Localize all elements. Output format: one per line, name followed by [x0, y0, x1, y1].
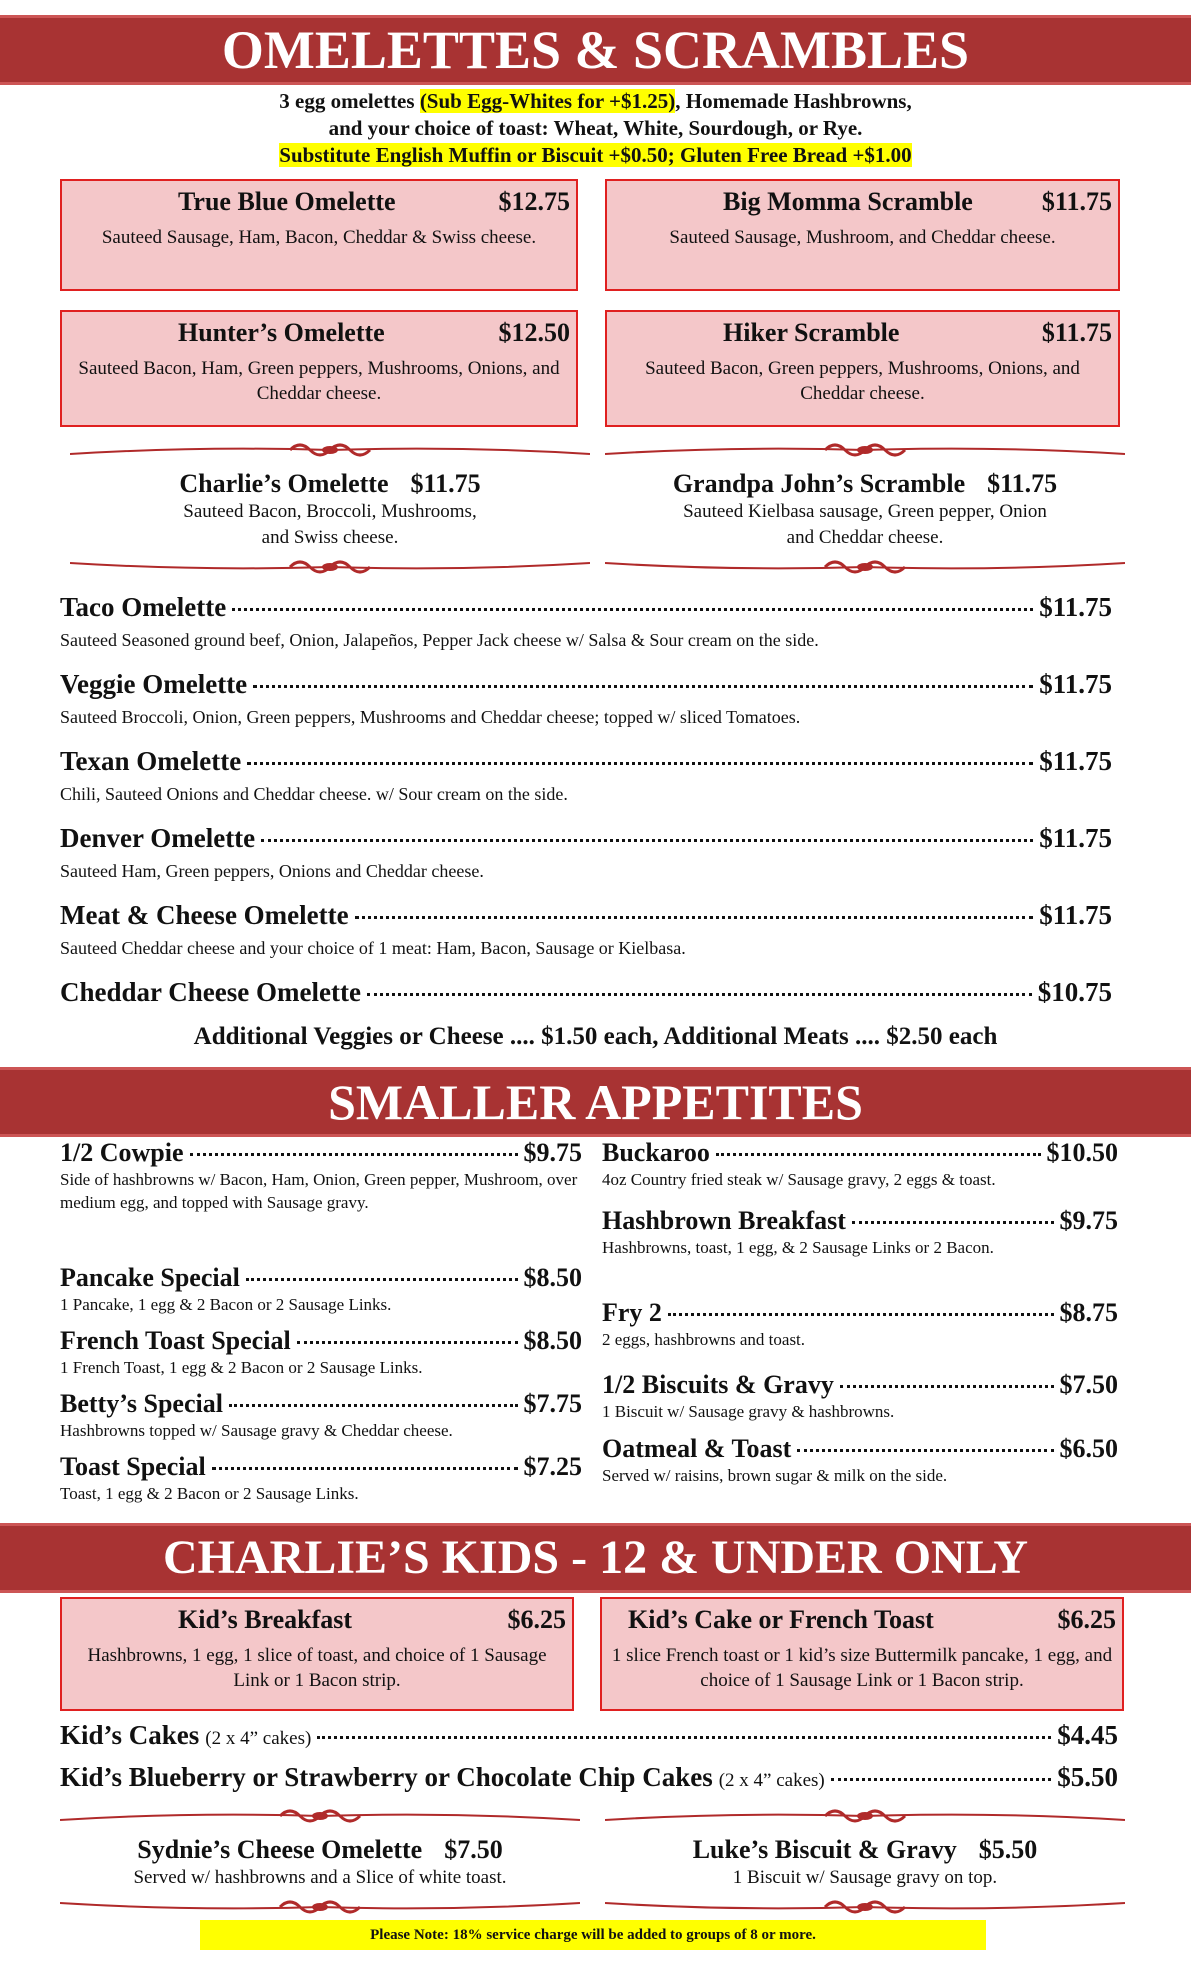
- item-name: Grandpa John’s Scramble: [672, 469, 966, 498]
- menu-item: [60, 1720, 1118, 1751]
- intro-text: , Homemade Hashbrowns,: [675, 89, 912, 113]
- item-price: $10.50: [1046, 1138, 1118, 1167]
- dot-leader: [716, 1153, 1041, 1156]
- dot-leader: [840, 1385, 1054, 1388]
- item-description: Sauteed Cheddar cheese and your choice of 1 meat: Ham, Bacon, Sausage or Kielbasa.: [60, 938, 686, 958]
- item-price: $5.50: [978, 1835, 1038, 1864]
- item-price: $11.75: [1041, 187, 1112, 216]
- smaller-right-column: [602, 1138, 1118, 1490]
- menu-item: [602, 1206, 1118, 1236]
- item-price: $11.75: [1039, 823, 1112, 853]
- item-name: Kid’s Cakes: [60, 1720, 200, 1750]
- item-price: $11.75: [1039, 592, 1112, 622]
- item-description: Hashbrowns, 1 egg, 1 slice of toast, and choice of 1 Sausage Link or 1 Bacon strip.: [87, 1645, 547, 1691]
- menu-item: [60, 1138, 582, 1168]
- intro-text: 3 egg omelettes: [279, 89, 420, 113]
- item-description: Sauteed Seasoned ground beef, Onion, Jalapeños, Pepper Jack cheese w/ Salsa & Sour cream on the side.: [60, 630, 819, 650]
- item-price: $11.75: [1039, 900, 1112, 930]
- item-name: True Blue Omelette: [178, 187, 396, 216]
- item-price: $7.50: [444, 1835, 503, 1864]
- item-name: Hashbrown Breakfast: [602, 1206, 846, 1235]
- ornament-divider: [60, 1806, 580, 1826]
- ornament-divider: [605, 557, 1125, 577]
- item-price: $6.25: [1057, 1605, 1116, 1634]
- item-name: Denver Omelette: [60, 823, 256, 853]
- item-description: Sauteed Sausage, Mushroom, and Cheddar cheese.: [669, 227, 1056, 248]
- item-description: Sauteed Bacon, Broccoli, Mushrooms,: [183, 501, 477, 522]
- ornament-divider: [70, 557, 590, 577]
- item-name: Pancake Special: [60, 1263, 240, 1292]
- menu-item: [60, 823, 1112, 854]
- item-price: $5.50: [1057, 1762, 1118, 1792]
- additional-charges: Additional Veggies or Cheese .... $1.50 each, Additional Meats .... $2.50 each: [193, 1023, 998, 1050]
- item-name: Buckaroo: [602, 1138, 710, 1167]
- item-description: Sauteed Ham, Green peppers, Onions and Cheddar cheese.: [60, 861, 484, 881]
- item-name: Big Momma Scramble: [723, 187, 973, 216]
- item-name: Veggie Omelette: [60, 669, 248, 699]
- dot-leader: [232, 608, 1033, 611]
- menu-item: [60, 977, 1112, 1008]
- dot-leader: [831, 1778, 1052, 1781]
- item-description: 1 Biscuit w/ Sausage gravy & hashbrowns.: [602, 1402, 895, 1421]
- item-note: (2 x 4” cakes): [718, 1770, 825, 1791]
- featured-special: [60, 1806, 580, 1922]
- item-price: $8.50: [523, 1263, 582, 1292]
- section-header-omelettes: OMELETTES & SCRAMBLES: [0, 15, 1191, 85]
- item-description: Served w/ raisins, brown sugar & milk on the side.: [602, 1466, 948, 1485]
- dot-leader: [852, 1221, 1054, 1224]
- kids-list: [60, 1720, 1118, 1804]
- dot-leader: [229, 1404, 518, 1407]
- item-description: Chili, Sauteed Onions and Cheddar cheese. w/ Sour cream on the side.: [60, 784, 568, 804]
- dot-leader: [247, 762, 1033, 765]
- item-name: Sydnie’s Cheese Omelette: [137, 1835, 423, 1864]
- item-description: Side of hashbrowns w/ Bacon, Ham, Onion, Green pepper, Mushroom, over medium egg, and topped with Sausage gravy.: [60, 1170, 578, 1212]
- item-description: 1 Pancake, 1 egg & 2 Bacon or 2 Sausage Links.: [60, 1295, 392, 1314]
- menu-item: [60, 669, 1112, 700]
- featured-item-box: [600, 1597, 1124, 1711]
- item-name: Toast Special: [60, 1452, 206, 1481]
- dot-leader: [297, 1341, 518, 1344]
- item-description: Hashbrowns topped w/ Sausage gravy & Cheddar cheese.: [60, 1421, 453, 1440]
- ornament-divider: [60, 1897, 580, 1917]
- item-price: $11.75: [1039, 669, 1112, 699]
- item-name: Taco Omelette: [60, 592, 227, 622]
- menu-item: [60, 1762, 1118, 1793]
- menu-item: [602, 1138, 1118, 1168]
- dot-leader: [190, 1153, 518, 1156]
- item-name: 1/2 Cowpie: [60, 1138, 184, 1167]
- menu-item: [60, 1452, 582, 1482]
- featured-item-box: [60, 179, 578, 291]
- item-description: 4oz Country fried steak w/ Sausage gravy, 2 eggs & toast.: [602, 1170, 996, 1189]
- item-name: Fry 2: [602, 1298, 662, 1327]
- item-description: Served w/ hashbrowns and a Slice of white toast.: [133, 1867, 507, 1888]
- item-name: Charlie’s Omelette: [179, 469, 389, 498]
- featured-item-box: [605, 310, 1120, 427]
- omelette-list: [60, 592, 1112, 1017]
- menu-item: [60, 1326, 582, 1356]
- dot-leader: [246, 1278, 518, 1281]
- substitute-note: Substitute English Muffin or Biscuit +$0.50; Gluten Free Bread +$1.00: [279, 143, 912, 167]
- dot-leader: [355, 916, 1034, 919]
- section-header-kids: CHARLIE’S KIDS - 12 & UNDER ONLY: [0, 1523, 1191, 1593]
- item-name: French Toast Special: [60, 1326, 291, 1355]
- item-name: Kid’s Blueberry or Strawberry or Chocolate Chip Cakes: [60, 1762, 713, 1792]
- omelettes-intro: [0, 88, 1191, 169]
- item-description: Sauteed Bacon, Ham, Green peppers, Mushrooms, Onions, and Cheddar cheese.: [78, 358, 560, 404]
- toast-choice: and your choice of toast: Wheat, White, Sourdough, or Rye.: [328, 116, 863, 140]
- item-price: $12.50: [498, 318, 570, 347]
- featured-special: [605, 1806, 1125, 1922]
- item-price: $9.75: [1059, 1206, 1118, 1235]
- menu-item: [60, 592, 1112, 623]
- item-price: $11.75: [987, 469, 1058, 498]
- item-description: 1 French Toast, 1 egg & 2 Bacon or 2 Sausage Links.: [60, 1358, 423, 1377]
- item-price: $7.25: [523, 1452, 582, 1481]
- featured-special: [70, 440, 590, 582]
- item-name: Texan Omelette: [60, 746, 242, 776]
- ornament-divider: [605, 1806, 1125, 1826]
- item-price: $4.45: [1057, 1720, 1118, 1750]
- item-price: $8.50: [523, 1326, 582, 1355]
- menu-item: [602, 1298, 1118, 1328]
- ornament-divider: [70, 440, 590, 460]
- item-description: Sauteed Broccoli, Onion, Green peppers, Mushrooms and Cheddar cheese; topped w/ sliced Tomatoes.: [60, 707, 801, 727]
- item-description: 2 eggs, hashbrowns and toast.: [602, 1330, 806, 1349]
- featured-item-box: [605, 179, 1120, 291]
- dot-leader: [668, 1313, 1054, 1316]
- ornament-divider: [605, 440, 1125, 460]
- item-description: and Cheddar cheese.: [786, 527, 944, 548]
- item-name: Meat & Cheese Omelette: [60, 900, 349, 930]
- item-price: $12.75: [498, 187, 570, 216]
- item-description: Sauteed Bacon, Green peppers, Mushrooms, Onions, and Cheddar cheese.: [645, 358, 1080, 404]
- item-name: Oatmeal & Toast: [602, 1434, 792, 1463]
- item-price: $11.75: [1041, 318, 1112, 347]
- smaller-left-column: [60, 1138, 582, 1508]
- item-name: Hunter’s Omelette: [178, 318, 385, 347]
- item-price: $10.75: [1037, 977, 1112, 1007]
- item-description: Sauteed Kielbasa sausage, Green pepper, Onion: [683, 501, 1047, 522]
- menu-item: [60, 1389, 582, 1419]
- item-description: Toast, 1 egg & 2 Bacon or 2 Sausage Links.: [60, 1484, 359, 1503]
- item-name: Cheddar Cheese Omelette: [60, 977, 361, 1007]
- section-header-smaller-appetites: SMALLER APPETITES: [0, 1067, 1191, 1137]
- featured-item-box: [60, 1597, 574, 1711]
- dot-leader: [367, 993, 1032, 996]
- service-charge-note: Please Note: 18% service charge will be added to groups of 8 or more.: [200, 1920, 986, 1950]
- item-description: and Swiss cheese.: [261, 527, 399, 548]
- item-description: 1 Biscuit w/ Sausage gravy on top.: [732, 1867, 998, 1888]
- dot-leader: [253, 685, 1033, 688]
- featured-item-box: [60, 310, 578, 427]
- menu-item: [60, 1263, 582, 1293]
- item-name: Luke’s Biscuit & Gravy: [692, 1835, 957, 1864]
- item-description: Sauteed Sausage, Ham, Bacon, Cheddar & Swiss cheese.: [101, 227, 537, 248]
- dot-leader: [261, 839, 1033, 842]
- menu-item: [60, 746, 1112, 777]
- item-price: $11.75: [410, 469, 481, 498]
- item-description: Hashbrowns, toast, 1 egg, & 2 Sausage Links or 2 Bacon.: [602, 1238, 994, 1257]
- item-note: (2 x 4” cakes): [205, 1728, 312, 1749]
- item-price: $6.50: [1059, 1434, 1118, 1463]
- dot-leader: [212, 1467, 518, 1470]
- item-name: Kid’s Cake or French Toast: [628, 1605, 934, 1634]
- dot-leader: [317, 1736, 1051, 1739]
- item-name: Kid’s Breakfast: [178, 1605, 353, 1634]
- dot-leader: [797, 1449, 1053, 1452]
- item-price: $11.75: [1039, 746, 1112, 776]
- item-description: 1 slice French toast or 1 kid’s size Buttermilk pancake, 1 egg, and choice of 1 Sausage Link or 1 Bacon strip.: [611, 1645, 1113, 1691]
- item-name: 1/2 Biscuits & Gravy: [602, 1370, 834, 1399]
- menu-item: [602, 1370, 1118, 1400]
- item-price: $6.25: [507, 1605, 566, 1634]
- item-price: $8.75: [1059, 1298, 1118, 1327]
- menu-item: [60, 900, 1112, 931]
- item-price: $7.75: [523, 1389, 582, 1418]
- ornament-divider: [605, 1897, 1125, 1917]
- item-name: Hiker Scramble: [723, 318, 900, 347]
- menu-item: [602, 1434, 1118, 1464]
- featured-special: [605, 440, 1125, 582]
- item-price: $7.50: [1059, 1370, 1118, 1399]
- item-name: Betty’s Special: [60, 1389, 223, 1418]
- item-price: $9.75: [523, 1138, 582, 1167]
- egg-white-note: (Sub Egg-Whites for +$1.25): [419, 89, 676, 113]
